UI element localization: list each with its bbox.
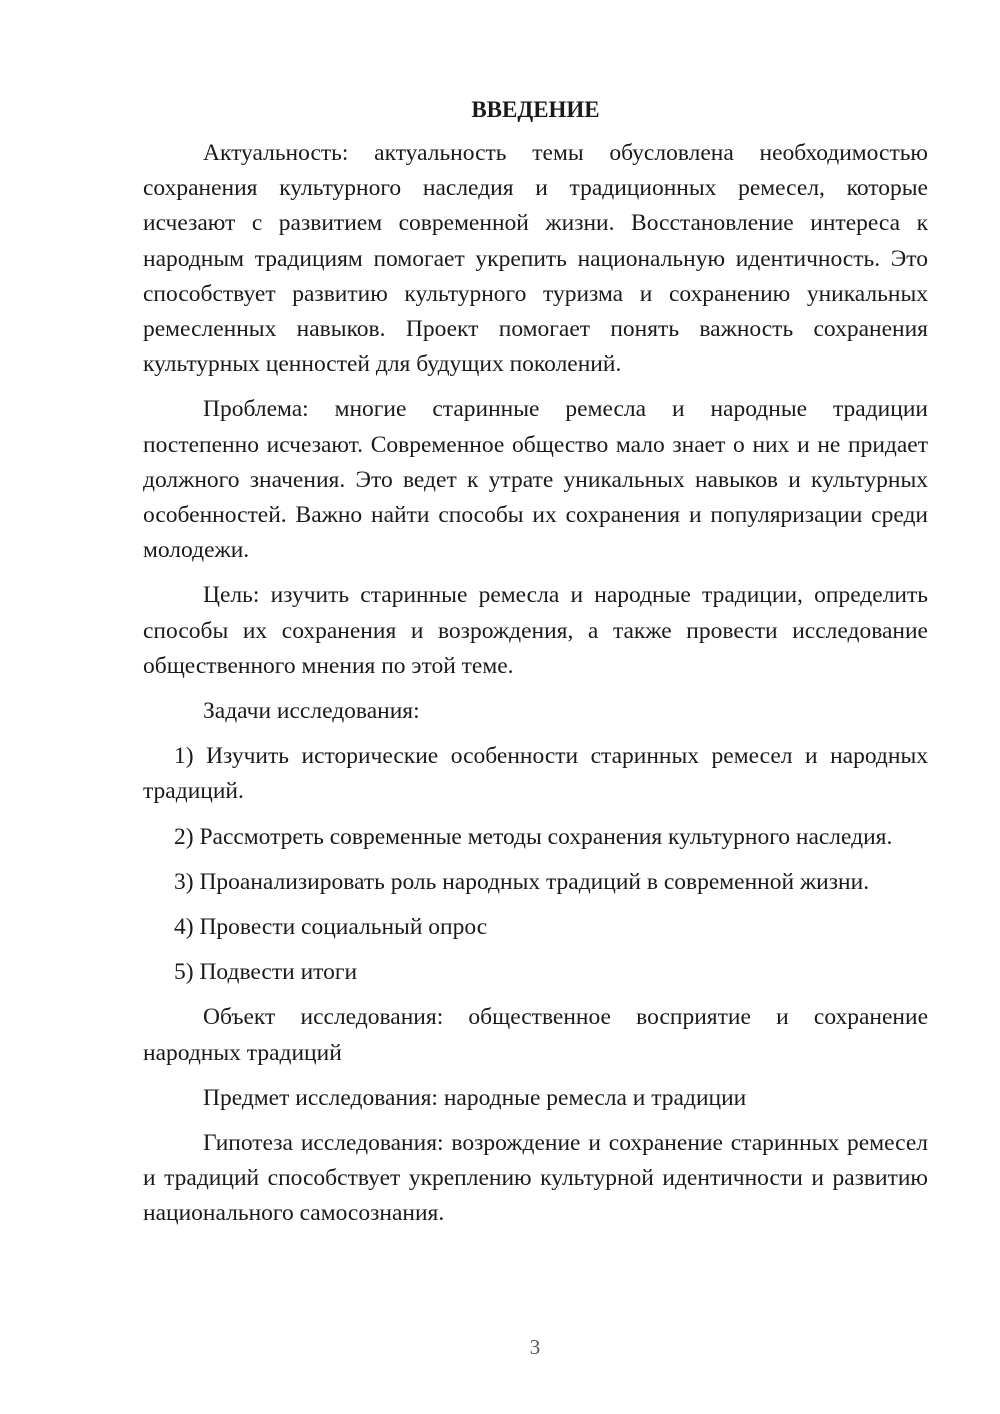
problem-paragraph: Проблема: многие старинные ремесла и народные традиции постепенно исчезают. Современное общество мало знает о них и не придает должного значения. Это ведет к утрате уникальных навыков и культурных особенностей. Важно найти способы их сохранения и популяризации среди молодежи. [143, 396, 928, 564]
document-body [143, 92, 928, 1232]
section-heading: ВВЕДЕНИЕ [471, 97, 600, 122]
task-item-3: 3) Проанализировать роль народных традиций в современной жизни. [174, 868, 870, 895]
goal-paragraph: Цель: изучить старинные ремесла и народные традиции, определить способы их сохранения и возрождения, а также провести исследование общественного мнения по этой теме. [143, 582, 928, 679]
page-number: 3 [529, 1335, 541, 1359]
object-paragraph: Объект исследования: общественное восприятие и сохранение народных традиций [143, 1004, 928, 1066]
subject-paragraph: Предмет исследования: народные ремесла и традиции [203, 1084, 747, 1111]
task-item-5: 5) Подвести итоги [174, 959, 358, 986]
task-item-2: 2) Рассмотреть современные методы сохранения культурного наследия. [174, 823, 893, 850]
hypothesis-paragraph: Гипотеза исследования: возрождение и сохранение старинных ремесел и традиций способствует укреплению культурной идентичности и развитию национального самосознания. [143, 1130, 928, 1227]
tasks-title: Задачи исследования: [203, 698, 420, 725]
relevance-paragraph: Актуальность: актуальность темы обусловлена необходимостью сохранения культурного наследия и традиционных ремесел, которые исчезают с развитием современной жизни. Восстановление интереса к народным традициям помогает укрепить национальную идентичность. Это способствует развитию культурного туризма и сохранению уникальных ремесленных навыков. Проект помогает понять важность сохранения культурных ценностей для будущих поколений. [143, 140, 928, 378]
task-item-4: 4) Провести социальный опрос [174, 914, 488, 941]
task-item-1: 1) Изучить исторические особенности старинных ремесел и народных традиций. [143, 743, 928, 805]
